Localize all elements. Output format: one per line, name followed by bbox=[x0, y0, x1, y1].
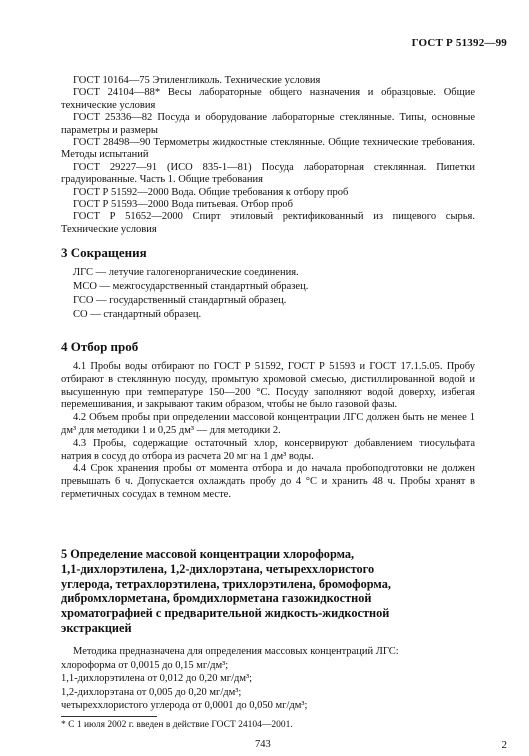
abbreviations-list bbox=[61, 266, 475, 322]
section-5-body bbox=[61, 645, 475, 713]
section-3-title: 3 Сокращения bbox=[61, 245, 147, 260]
corner-page-number: 2 bbox=[501, 739, 507, 751]
section-5-title bbox=[61, 547, 475, 636]
reference-item: ГОСТ 25336—82 Посуда и оборудование лабораторные стеклянные. Типы, основные параметры и размеры bbox=[61, 112, 475, 136]
reference-item: ГОСТ 29227—91 (ИСО 835-1—81) Посуда лабораторная стеклянная. Пипетки градуированные. Часть 1. Общие требования bbox=[61, 161, 475, 186]
section-5-title-line: экстракцией bbox=[61, 620, 132, 635]
section-5-title-line: 1,1-дихлорэтилена, 1,2-дихлорэтана, четыреххлористого bbox=[61, 561, 375, 576]
reference-item: ГОСТ Р 51592—2000 Вода. Общие требования к отбору проб bbox=[73, 186, 349, 198]
reference-item: ГОСТ Р 51593—2000 Вода питьевая. Отбор проб bbox=[73, 199, 293, 211]
footnote: * С 1 июля 2002 г. введен в действие ГОСТ 24104—2001. bbox=[61, 720, 293, 730]
reference-item: ГОСТ 28498—90 Термометры жидкостные стеклянные. Общие технические требования. Методы испытаний bbox=[61, 137, 475, 161]
reference-item: ГОСТ Р 51652—2000 Спирт этиловый ректификованный из пищевого сырья. Технические условия bbox=[61, 211, 475, 235]
concentration-range: 1,1-дихлорэтилена от 0,012 до 0,20 мг/дм³; bbox=[61, 673, 253, 685]
abbreviation-item: СО — стандартный образец. bbox=[73, 309, 202, 320]
section-4-body bbox=[61, 361, 475, 502]
reference-item: ГОСТ 24104—88* Весы лабораторные общего назначения и образцовые. Общие технические условия bbox=[61, 87, 475, 111]
document-header: ГОСТ Р 51392—99 bbox=[411, 37, 507, 49]
abbreviation-item: ЛГС — летучие галогенорганические соединения. bbox=[73, 267, 299, 278]
method-intro: Методика предназначена для определения массовых концентраций ЛГС: bbox=[73, 646, 399, 657]
section-5-title-line: 5 Определение массовой концентрации хлороформа, bbox=[61, 547, 355, 561]
concentration-range: четыреххлористого углерода от 0,0001 до 0,050 мг/дм³; bbox=[61, 700, 308, 712]
concentration-range: 1,2-дихлорэтана от 0,005 до 0,20 мг/дм³; bbox=[61, 686, 242, 698]
section-5-title-line: хроматографией с предварительной жидкость-жидкостной bbox=[61, 606, 390, 621]
abbreviation-item: ГСО — государственный стандартный образец. bbox=[73, 295, 287, 306]
footnote-divider bbox=[61, 716, 157, 717]
concentration-range: хлороформа от 0,0015 до 0,15 мг/дм³; bbox=[61, 659, 229, 671]
paragraph: 4.4 Срок хранения пробы от момента отбора и до начала пробоподготовки не должен превышать 6 ч. Допускается охлаждать пробу до 4 °С и хранить 48 ч. Пробы хранят в герметичных сосудах в темном месте. bbox=[61, 463, 475, 500]
section-4-title: 4 Отбор проб bbox=[61, 339, 139, 354]
paragraph: 4.1 Пробы воды отбирают по ГОСТ Р 51592, ГОСТ Р 51593 и ГОСТ 17.1.5.05. Пробу отбирают в стеклянную посуду, промытую хромовой смесью, дистиллированной водой и высушенную при температуре 150—200 °С. Посуду заполняют водой доверху, избегая перемешивания, и закрывают таким образом, чтобы не было газовой фазы. bbox=[61, 361, 475, 411]
page-number: 743 bbox=[255, 739, 271, 750]
normative-references bbox=[61, 75, 475, 236]
abbreviation-item: МСО — межгосударственный стандартный образец. bbox=[73, 281, 309, 292]
paragraph: 4.3 Пробы, содержащие остаточный хлор, консервируют добавлением тиосульфата натрия в сосуд до отбора из расчета 20 мг на 1 дм³ воды. bbox=[61, 437, 475, 462]
reference-item: ГОСТ 10164—75 Этиленгликоль. Технические условия bbox=[73, 75, 321, 86]
paragraph: 4.2 Объем пробы при определении массовой концентрации ЛГС должен быть не менее 1 дм³ для методики 1 и 0,25 дм³ — для методики 2. bbox=[61, 412, 475, 436]
section-5-title-line: углерода, тетрахлорэтилена, трихлорэтилена, бромоформа, bbox=[61, 576, 391, 591]
section-5-title-line: дибромхлорметана, бромдихлорметана газожидкостной bbox=[61, 591, 372, 606]
